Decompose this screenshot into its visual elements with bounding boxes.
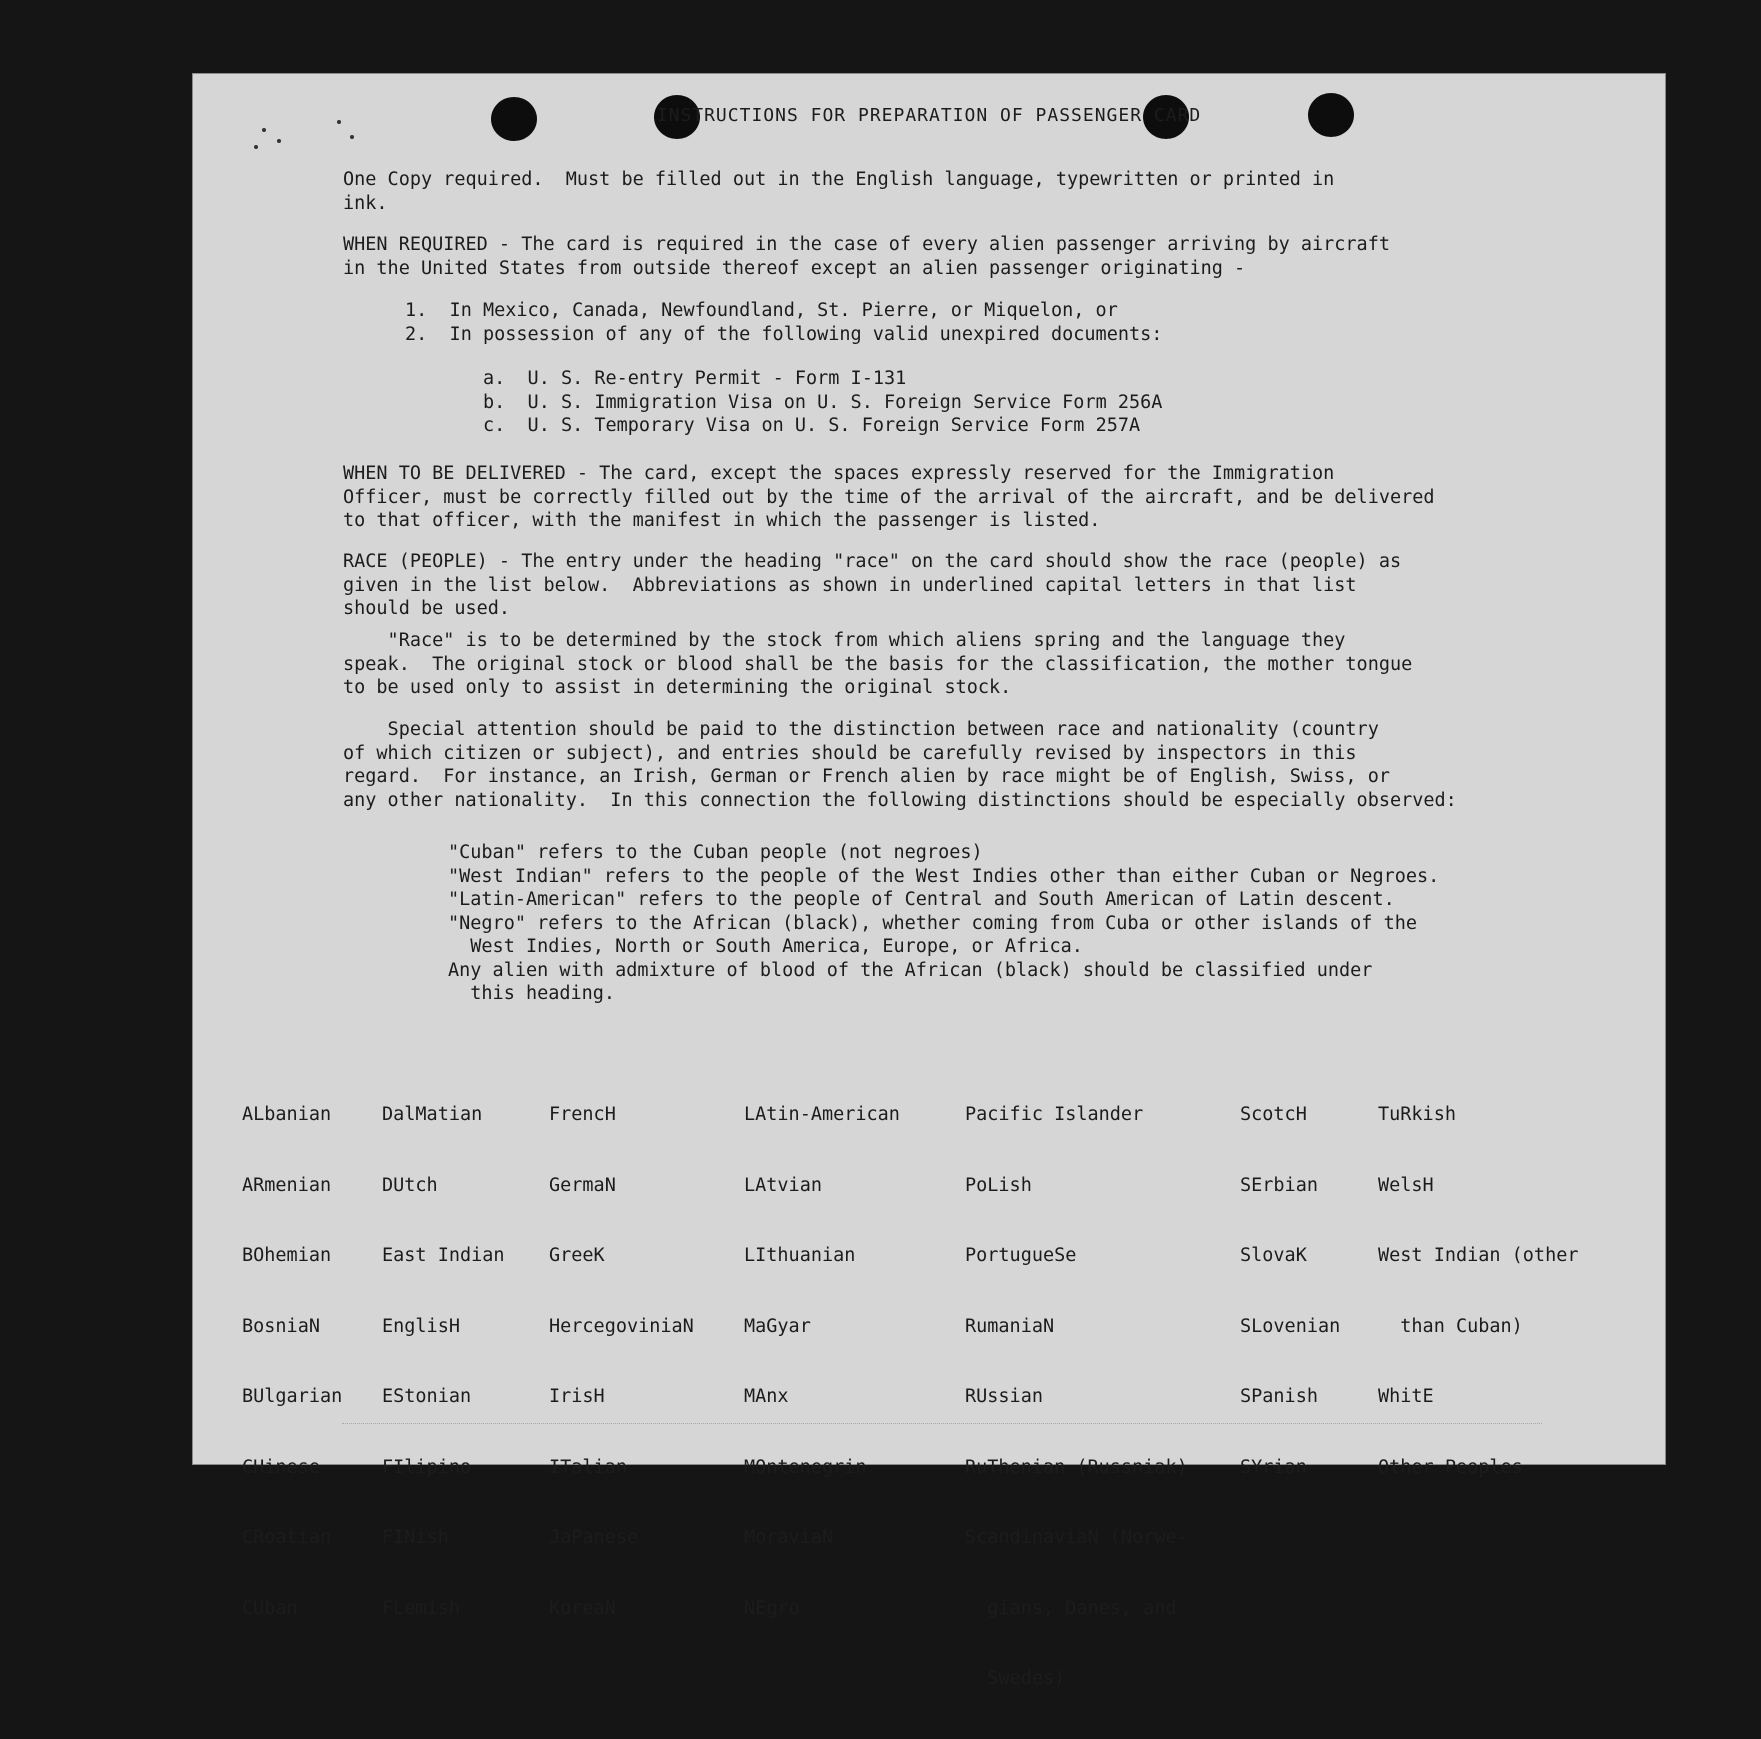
- race-entry: JaPanese: [549, 1527, 639, 1548]
- race-entry: DalMatian: [382, 1104, 483, 1125]
- race-entry: SYrian: [1240, 1456, 1307, 1478]
- race-entry: MOntenegrin: [744, 1456, 867, 1478]
- race-entry: PoLish: [965, 1174, 1032, 1196]
- race-column-2: [382, 1056, 505, 1667]
- race-entry: East Indian: [382, 1245, 505, 1266]
- ink-speck: [277, 139, 281, 143]
- race-entry: ScandinaviaN (Norwe-: [965, 1527, 1188, 1548]
- race-entry: ARmenian: [242, 1174, 332, 1196]
- race-entry: SErbian: [1240, 1174, 1318, 1196]
- race-entry: than Cuban): [1378, 1315, 1523, 1337]
- race-entry: PortugueSe: [965, 1245, 1077, 1266]
- race-entry: NEgro: [744, 1597, 800, 1619]
- race-entry: KoreaN: [549, 1597, 616, 1619]
- race-entry: TuRkish: [1378, 1104, 1456, 1125]
- page-title: INSTRUCTIONS FOR PREPARATION OF PASSENGER CARD: [656, 105, 1202, 126]
- race-entry: ScotcH: [1240, 1104, 1307, 1125]
- race-entry: GermaN: [549, 1174, 616, 1196]
- race-people-paragraph: RACE (PEOPLE) - The entry under the heading "race" on the card should show the race (people) as given in the list below. Abbreviations as shown in underlined capital letters in that list should be used.: [343, 551, 1402, 619]
- race-entry: gians, Danes, and: [965, 1597, 1177, 1619]
- ink-speck: [254, 145, 258, 149]
- race-entry: CRoatian: [242, 1527, 332, 1548]
- race-entry: FrencH: [549, 1104, 616, 1125]
- race-column-3: [549, 1056, 694, 1667]
- ink-speck: [350, 135, 354, 139]
- race-entry: BosniaN: [242, 1315, 320, 1337]
- race-entry: Swedes): [965, 1668, 1066, 1689]
- race-entry: RuThenian (Russniak): [965, 1456, 1188, 1478]
- race-column-1: [242, 1056, 342, 1667]
- race-entry: BUlgarian: [242, 1386, 343, 1407]
- race-entry: West Indian (other: [1378, 1245, 1579, 1266]
- race-column-5: [965, 1056, 1188, 1738]
- race-entry: LAtvian: [744, 1174, 822, 1196]
- ink-speck: [262, 128, 266, 132]
- race-entry: SLovenian: [1240, 1315, 1341, 1337]
- race-entry: Pacific Islander: [965, 1104, 1144, 1125]
- distinctions-list: "Cuban" refers to the Cuban people (not negroes) "West Indian" refers to the people of the West Indies other than either Cuban or Negroes. "Latin-American" refers to the people of Central and South American of Latin descent. "Negro" refers to the African (black), whether coming from Cuba or other islands of the West Indies, North or South America, Europe, or Africa. Any alien with admixture of blood of the African (black) should be classified under this heading.: [448, 842, 1440, 1004]
- instruction-sheet: [192, 73, 1666, 1689]
- race-entry: FINish: [382, 1527, 449, 1548]
- race-entry: ALbanian: [242, 1104, 332, 1125]
- race-entry: FLemish: [382, 1597, 460, 1619]
- race-entry: GreeK: [549, 1245, 605, 1266]
- race-entry: EStonian: [382, 1386, 472, 1407]
- race-definition-paragraph: "Race" is to be determined by the stock from which aliens spring and the language they speak. The original stock or blood shall be the basis for the classification, the mother tongue to be used only to assist in determining the original stock.: [343, 630, 1413, 698]
- race-entry: WhitE: [1378, 1386, 1434, 1407]
- race-entry: ITalian: [549, 1456, 627, 1478]
- race-entry: LAtin-American: [744, 1104, 900, 1125]
- race-entry: SPanish: [1240, 1386, 1318, 1407]
- race-entry: BOhemian: [242, 1245, 332, 1266]
- when-required-paragraph: WHEN REQUIRED - The card is required in the case of every alien passenger arriving by aircraft in the United States from outside thereof except an alien passenger originating -: [343, 234, 1390, 279]
- race-entry: WelsH: [1378, 1174, 1434, 1196]
- race-entry: EnglisH: [382, 1315, 460, 1337]
- race-entry: CUban: [242, 1597, 298, 1619]
- race-entry: MoraviaN: [744, 1527, 834, 1548]
- race-entry: SlovaK: [1240, 1245, 1307, 1266]
- race-entry: HercegoviniaN: [549, 1315, 694, 1337]
- race-entry: MaGyar: [744, 1315, 811, 1337]
- bleed-through-line: [342, 1423, 1542, 1425]
- intro-paragraph: One Copy required. Must be filled out in the English language, typewritten or printed in ink.: [343, 169, 1335, 214]
- race-entry: MAnx: [744, 1386, 789, 1407]
- race-entry: IrisH: [549, 1386, 605, 1407]
- race-entry: CHinese: [242, 1456, 320, 1478]
- race-entry: LIthuanian: [744, 1245, 856, 1266]
- race-column-4: [744, 1056, 900, 1667]
- race-column-6: [1240, 1056, 1340, 1526]
- documents-list: a. U. S. Re-entry Permit - Form I-131 b. U. S. Immigration Visa on U. S. Foreign Service Form 256A c. U. S. Temporary Visa on U. S. Foreign Service Form 257A: [483, 368, 1163, 436]
- race-entry: Other Peoples: [1378, 1456, 1523, 1478]
- special-attention-paragraph: Special attention should be paid to the distinction between race and nationality (country of which citizen or subject), and entries should be carefully revised by inspectors in this regard. For instance, an Irish, German or French alien by race might be of English, Swiss, or any other nationality. In this connection the following distinctions should be especially observed:: [343, 719, 1457, 811]
- exceptions-list: 1. In Mexico, Canada, Newfoundland, St. Pierre, or Miquelon, or 2. In possession of any of the following valid unexpired documents:: [405, 300, 1163, 345]
- when-delivered-paragraph: WHEN TO BE DELIVERED - The card, except the spaces expressly reserved for the Immigration Officer, must be correctly filled out by the time of the arrival of the aircraft, and be delivered to that officer, with the manifest in which the passenger is listed.: [343, 463, 1435, 531]
- race-entry: RumaniaN: [965, 1315, 1055, 1337]
- race-entry: FIlipino: [382, 1456, 472, 1478]
- race-entry: DUtch: [382, 1174, 438, 1196]
- race-entry: RUssian: [965, 1386, 1043, 1407]
- race-column-7: [1378, 1056, 1578, 1526]
